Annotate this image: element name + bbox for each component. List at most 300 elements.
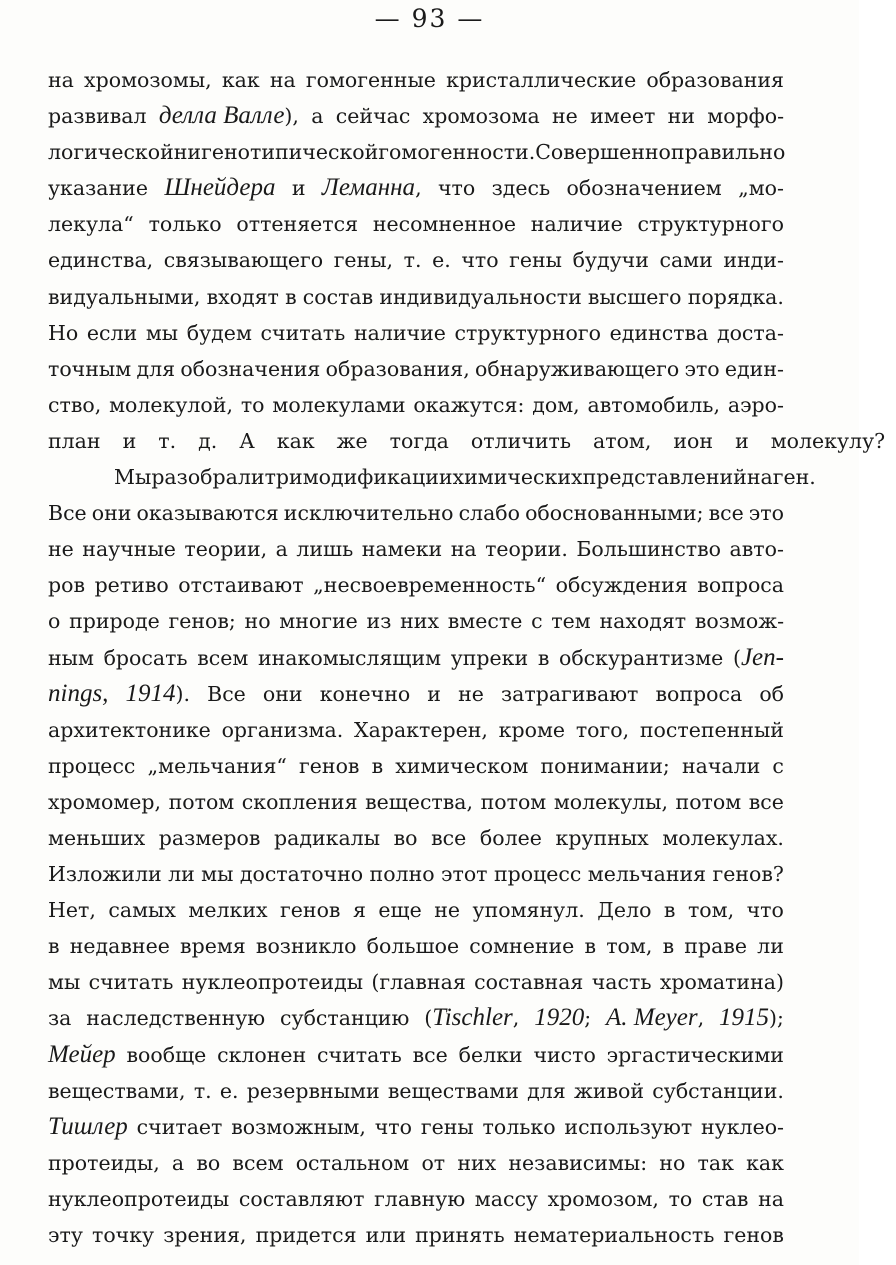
word-text: упомянул. — [472, 898, 585, 923]
word-text: в — [285, 284, 297, 309]
text-line — [48, 62, 784, 98]
word — [48, 134, 174, 170]
word — [322, 170, 422, 206]
word — [576, 531, 721, 567]
word — [220, 1073, 239, 1109]
word — [673, 423, 724, 459]
word-text: мы — [48, 970, 81, 995]
word — [723, 242, 784, 278]
word-text: конечно — [319, 681, 411, 706]
word — [448, 603, 523, 639]
text-line — [48, 170, 784, 206]
word-text: затрагивают — [500, 681, 639, 706]
word — [698, 1145, 734, 1181]
word — [48, 170, 148, 206]
word — [158, 423, 187, 459]
word — [353, 892, 366, 928]
word-text: обсуждения — [555, 573, 688, 598]
word — [82, 531, 176, 567]
word — [239, 423, 266, 459]
word-text: но — [244, 609, 271, 634]
word-text: слабо — [458, 501, 520, 526]
word — [263, 676, 303, 712]
word — [415, 1217, 505, 1253]
text-line — [48, 928, 784, 964]
word — [184, 531, 267, 567]
text-line — [48, 1145, 784, 1181]
word-text: ион — [673, 428, 714, 453]
word — [707, 98, 784, 134]
word-text: скопления — [241, 789, 358, 814]
word — [771, 423, 896, 459]
word — [222, 62, 260, 98]
word — [48, 423, 112, 459]
word-text: веществами, — [48, 1078, 186, 1103]
word-text: не — [551, 104, 578, 129]
word-text: независимы: — [508, 1150, 648, 1175]
word-text: д. — [198, 428, 218, 453]
word — [424, 1000, 519, 1036]
word-text: на — [758, 1186, 784, 1211]
word-text: архитектонике — [48, 717, 211, 742]
word — [136, 351, 175, 387]
word-text: праве — [684, 934, 747, 959]
word-text: используют — [564, 1114, 693, 1139]
word — [168, 603, 235, 639]
word-text: начали — [681, 753, 761, 778]
word — [279, 603, 358, 639]
word — [459, 1037, 523, 1073]
word — [159, 820, 261, 856]
word-text: эргастическими — [606, 1042, 784, 1067]
word-text: если — [86, 320, 138, 345]
word-text: размеров — [158, 825, 261, 850]
text-line — [48, 567, 784, 603]
word-text: отличить — [470, 428, 572, 453]
word-text: оттеняется — [236, 212, 359, 237]
word — [719, 1000, 784, 1036]
word-text: только — [482, 1114, 556, 1139]
word-text: всем — [232, 1150, 284, 1175]
word-text: во — [196, 1150, 221, 1175]
word-text: теории, — [184, 537, 268, 562]
word-text: составляют — [238, 1186, 365, 1211]
word-text: еще — [378, 898, 422, 923]
italic-word: 1915 — [719, 1004, 770, 1032]
word — [540, 748, 669, 784]
word — [434, 892, 460, 928]
word — [773, 459, 816, 495]
word — [354, 315, 446, 351]
word — [367, 603, 392, 639]
text-line — [48, 531, 784, 567]
word — [664, 892, 676, 928]
word — [180, 928, 246, 964]
word-text: входят — [206, 284, 279, 309]
word-text: субстанции. — [652, 1078, 784, 1103]
word — [725, 351, 784, 387]
word-text: „несвоевременность“ — [313, 573, 547, 598]
word — [556, 567, 688, 603]
word-text: меньших — [48, 825, 146, 850]
page-number: — 93 — — [374, 4, 485, 33]
word-text: обскурантизме — [559, 645, 724, 670]
word — [336, 98, 411, 134]
text-line — [48, 856, 784, 892]
word-text: , — [512, 1006, 520, 1031]
word-text: единства — [609, 320, 709, 345]
text-line — [48, 748, 784, 784]
word-text: обозначением — [566, 176, 722, 201]
word-text: т. — [158, 428, 177, 453]
word — [501, 676, 638, 712]
word — [48, 1000, 71, 1036]
word-text: вообще — [126, 1042, 207, 1067]
text-line — [48, 1073, 784, 1109]
word-text: ); — [769, 1006, 784, 1031]
word — [599, 603, 686, 639]
word-text: массу — [474, 1186, 538, 1211]
word — [638, 206, 784, 242]
word-text: несомненное — [372, 212, 516, 237]
text-line — [48, 964, 784, 1000]
word — [688, 279, 784, 315]
word-text: что — [461, 248, 499, 273]
word-text: наличие — [530, 212, 623, 237]
word — [48, 315, 78, 351]
word — [372, 748, 384, 784]
word — [48, 495, 87, 531]
word — [682, 748, 760, 784]
word — [280, 892, 340, 928]
word — [48, 1073, 186, 1109]
text-line — [48, 1181, 784, 1217]
word — [48, 892, 96, 928]
word — [164, 242, 323, 278]
word — [695, 603, 784, 639]
text-line — [48, 134, 784, 170]
word-text: том, — [606, 934, 653, 959]
word — [684, 351, 719, 387]
word — [178, 567, 303, 603]
word — [494, 856, 581, 892]
word-text: теории. — [485, 537, 568, 562]
text-line — [48, 459, 816, 495]
word — [713, 856, 784, 892]
word — [564, 1109, 692, 1145]
word-text: ни — [667, 104, 695, 129]
word — [441, 856, 488, 892]
word — [378, 134, 535, 170]
word — [187, 315, 252, 351]
text-line — [48, 1037, 784, 1073]
word — [232, 1145, 283, 1181]
word — [390, 423, 460, 459]
word — [84, 62, 212, 98]
word — [640, 712, 784, 748]
word — [313, 567, 546, 603]
word-text: упреки — [450, 645, 529, 670]
word-text: нуклеопротеиды — [48, 1186, 230, 1211]
word-text: же — [336, 428, 368, 453]
word — [48, 748, 135, 784]
word-text: в — [537, 645, 550, 670]
word-text: состав — [302, 284, 374, 309]
word — [395, 748, 528, 784]
word — [481, 784, 547, 820]
word-text: резервными — [246, 1078, 380, 1103]
word — [284, 495, 454, 531]
word-text: них — [400, 609, 440, 634]
word-text: авто- — [729, 537, 784, 562]
word — [48, 676, 108, 712]
word — [236, 206, 358, 242]
word — [552, 98, 578, 134]
word — [394, 820, 418, 856]
word-text: полно — [369, 862, 435, 887]
word-text: Изложили — [48, 862, 162, 887]
word-text: хромозомы, — [84, 68, 212, 92]
word-text: логической — [48, 140, 174, 165]
word — [584, 928, 596, 964]
word — [306, 62, 436, 98]
word — [247, 1073, 380, 1109]
word — [453, 459, 583, 495]
word — [48, 242, 153, 278]
word-text: „мельчания“ — [147, 753, 287, 778]
word — [277, 423, 326, 459]
word — [197, 640, 248, 676]
word — [659, 242, 712, 278]
word-text: а — [311, 104, 324, 129]
word — [593, 423, 662, 459]
word-text: связывающего — [163, 248, 324, 273]
word-text: доста- — [716, 320, 784, 345]
word — [551, 603, 590, 639]
italic-word: Леманна — [321, 174, 416, 202]
text-line — [48, 495, 784, 531]
word — [747, 459, 773, 495]
word-text: а — [171, 1150, 185, 1175]
word — [738, 170, 784, 206]
word-text: окажутся: — [413, 392, 525, 417]
word-text: и — [735, 428, 749, 453]
word — [592, 964, 652, 1000]
word-text: на — [48, 68, 74, 92]
word — [588, 387, 720, 423]
word — [174, 134, 201, 170]
word-text: точным — [48, 356, 132, 381]
word-text: сомнение — [469, 934, 575, 959]
word-text: все — [431, 825, 467, 850]
word-text: мы — [201, 862, 234, 887]
text-line — [48, 206, 784, 242]
word-text: так — [697, 1150, 734, 1175]
word-text: большое — [366, 934, 460, 959]
word-text: вопроса — [655, 681, 743, 706]
word-text: ). — [175, 681, 191, 706]
word-text: гены — [420, 1114, 474, 1139]
word-text: сейчас — [335, 104, 411, 129]
word-text: будем — [186, 320, 252, 345]
word — [538, 640, 550, 676]
word — [265, 459, 303, 495]
word-text: а — [275, 537, 288, 562]
word-text: гены — [509, 248, 562, 273]
word — [217, 1037, 306, 1073]
word-text: для — [527, 1078, 566, 1103]
word-text: от — [421, 1150, 446, 1175]
word — [610, 315, 709, 351]
word — [492, 170, 551, 206]
word — [256, 1217, 357, 1253]
word — [724, 1217, 784, 1253]
word-text: оказываются — [136, 501, 279, 526]
word — [730, 531, 784, 567]
word-text: часть — [591, 970, 652, 995]
word-text: ли — [168, 862, 195, 887]
word — [379, 279, 581, 315]
word — [48, 820, 145, 856]
word-text: порядка. — [687, 284, 784, 309]
word-text: склонен — [217, 1042, 307, 1067]
word — [556, 820, 649, 856]
word — [261, 315, 346, 351]
word — [451, 531, 477, 567]
word — [717, 315, 784, 351]
word — [296, 531, 353, 567]
word — [198, 423, 228, 459]
text-line — [48, 784, 784, 820]
word-text: все — [412, 1042, 448, 1067]
word-text: един- — [724, 356, 784, 381]
word — [606, 1000, 704, 1036]
word — [274, 820, 380, 856]
word-text: бросать — [103, 645, 188, 670]
word-text: ( — [732, 645, 741, 670]
text-line — [48, 1000, 784, 1036]
word — [292, 170, 306, 206]
word — [168, 856, 195, 892]
word-text: эту — [48, 1223, 83, 1247]
word — [126, 676, 191, 712]
word — [597, 892, 651, 928]
word — [421, 1109, 474, 1145]
word — [258, 640, 441, 676]
word — [702, 1181, 749, 1217]
word-text: ген. — [772, 465, 816, 490]
word — [676, 784, 742, 820]
word-text: морфо- — [707, 104, 784, 129]
word-text: мельчания — [587, 862, 707, 887]
word-text: что — [437, 176, 476, 201]
word — [709, 495, 744, 531]
text-line — [48, 676, 784, 712]
word — [480, 820, 542, 856]
word — [48, 1037, 116, 1073]
word-text: Дело — [597, 898, 652, 923]
word — [747, 892, 784, 928]
word — [749, 784, 784, 820]
word-text: возмож- — [694, 609, 784, 634]
word-text: недавнее — [69, 934, 170, 959]
word-text: как — [276, 428, 315, 453]
word-text: генов — [280, 898, 341, 923]
word-text: генотипической — [201, 140, 379, 165]
word-text: о — [48, 609, 61, 634]
word — [231, 1109, 366, 1145]
word — [508, 1145, 647, 1181]
word — [194, 1073, 212, 1109]
word-text: вопроса — [697, 573, 784, 598]
word-text: но — [659, 1150, 686, 1175]
word-text: (главная — [371, 970, 466, 995]
word-text: Но — [48, 320, 79, 345]
word — [92, 495, 132, 531]
word-text: Характерен, — [354, 717, 488, 742]
word — [458, 676, 484, 712]
word — [95, 567, 169, 603]
word — [662, 820, 784, 856]
word — [108, 892, 176, 928]
word-text: высшего — [587, 284, 682, 309]
word-text: кристаллические — [446, 68, 637, 92]
word — [746, 1145, 784, 1181]
text-line — [48, 1217, 784, 1253]
word-text: единства, — [48, 248, 154, 273]
word-text: на — [450, 537, 477, 562]
word-text: как — [746, 1150, 784, 1175]
word — [567, 170, 722, 206]
word-text: живой — [573, 1078, 645, 1103]
word-text: придется — [255, 1223, 357, 1247]
word — [241, 387, 265, 423]
word-text: в — [584, 934, 597, 959]
word-text: то — [668, 1186, 693, 1211]
word — [366, 1217, 406, 1253]
word — [303, 279, 373, 315]
text-line — [48, 1109, 784, 1145]
word — [127, 1037, 207, 1073]
text-line — [48, 892, 784, 928]
word — [239, 1181, 365, 1217]
word — [459, 495, 520, 531]
word — [461, 242, 498, 278]
word-text: модификации — [302, 465, 453, 490]
word — [475, 351, 679, 387]
word-text: представлений — [582, 465, 747, 490]
word-text: ство, — [48, 392, 102, 417]
word — [180, 351, 320, 387]
word — [535, 134, 671, 170]
word — [432, 242, 451, 278]
italic-word: A. Meyer — [605, 1004, 698, 1032]
word-text: имеет — [590, 104, 656, 129]
word-text: сами — [659, 248, 713, 273]
word-text: что — [374, 1114, 412, 1139]
word — [590, 98, 655, 134]
word-text: тем — [551, 609, 591, 634]
word-text: автомобиль, — [587, 392, 720, 417]
word-text: инди- — [723, 248, 784, 273]
word — [164, 170, 275, 206]
word — [606, 928, 652, 964]
word-text: считать — [317, 1042, 402, 1067]
word — [48, 1217, 83, 1253]
word-text: того, — [575, 717, 630, 742]
word-text: тогда — [389, 428, 449, 453]
word — [337, 423, 379, 459]
